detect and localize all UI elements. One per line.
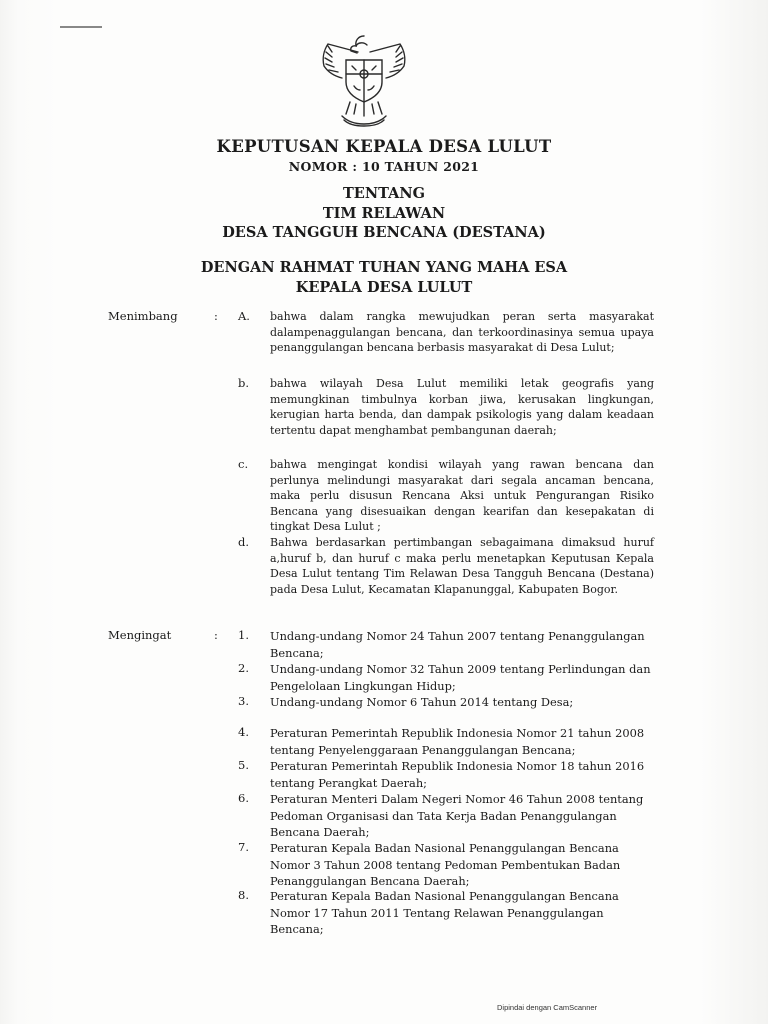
item-marker: c. xyxy=(238,457,249,471)
menimbang-colon: : xyxy=(214,309,218,323)
garuda-emblem-icon xyxy=(314,30,414,132)
camscanner-watermark: Dipindai dengan CamScanner xyxy=(497,1003,598,1012)
item-text: Peraturan Pemerintah Republik Indonesia Nomor 18 tahun 2016 tentang Perangkat Daerah; xyxy=(270,759,645,790)
item-marker: 4. xyxy=(238,725,249,739)
item-marker: d. xyxy=(238,535,250,549)
menimbang-label: Menimbang xyxy=(108,309,178,323)
decree-subject xyxy=(0,184,768,243)
mengingat-colon: : xyxy=(214,628,218,642)
tentang-label: TENTANG xyxy=(343,185,425,202)
item-marker: 7. xyxy=(238,840,249,854)
item-marker: 1. xyxy=(238,628,249,642)
kepala-line: KEPALA DESA LULUT xyxy=(295,278,473,296)
item-marker: 8. xyxy=(238,888,249,902)
item-text: bahwa wilayah Desa Lulut memiliki letak geografis yang memungkinan timbulnya korban jiwa, kerusakan lingkungan, kerugian harta benda, dan dampak psikologis yang dalam keadaan tertentu dapat menghambat pembangunan daerah; xyxy=(270,377,654,437)
item-text: bahwa dalam rangka mewujudkan peran serta masyarakat dalampenaggulangan bencana, dan terkoordinasinya semua upaya penanggulangan bencana berbasis masyarakat di Desa Lulut; xyxy=(270,310,654,355)
item-marker: A. xyxy=(238,309,250,323)
decree-heading xyxy=(0,137,768,177)
item-marker: b. xyxy=(238,376,250,390)
subject-line-1: TIM RELAWAN xyxy=(322,204,446,222)
decree-title: KEPUTUSAN KEPALA DESA LULUT xyxy=(216,137,552,156)
item-text: Undang-undang Nomor 24 Tahun 2007 tentang Penanggulangan Bencana; xyxy=(270,629,645,660)
item-marker: 5. xyxy=(238,758,249,772)
rahmat-line: DENGAN RAHMAT TUHAN YANG MAHA ESA xyxy=(200,259,568,276)
item-text: Undang-undang Nomor 6 Tahun 2014 tentang Desa; xyxy=(270,695,574,709)
item-text: Undang-undang Nomor 32 Tahun 2009 tentang Perlindungan dan Pengelolaan Lingkungan Hidup; xyxy=(270,662,651,693)
decree-number: NOMOR : 10 TAHUN 2021 xyxy=(288,159,480,174)
item-text: bahwa mengingat kondisi wilayah yang rawan bencana dan perlunya melindungi masyarakat dari segala ancaman bencana, maka perlu disusun Rencana Aksi untuk Pengurangan Risiko Bencana yang disesuaikan dengan kearifan dan kesepakatan di tingkat Desa Lulut ; xyxy=(270,458,654,534)
scan-artifact-line xyxy=(60,26,102,28)
item-text: Peraturan Kepala Badan Nasional Penanggulangan Bencana Nomor 17 Tahun 2011 Tentang Relawan Penanggulangan Bencana; xyxy=(270,889,619,936)
subject-line-2: DESA TANGGUH BENCANA (DESTANA) xyxy=(222,224,546,241)
item-text: Peraturan Menteri Dalam Negeri Nomor 46 Tahun 2008 tentang Pedoman Organisasi dan Tata Kerja Badan Penanggulangan Bencana Daerah; xyxy=(270,792,644,839)
item-marker: 2. xyxy=(238,661,249,675)
item-text: Peraturan Kepala Badan Nasional Penanggulangan Bencana Nomor 3 Tahun 2008 tentang Pedoman Pembentukan Badan Penanggulangan Bencana Daerah; xyxy=(270,841,621,888)
preamble-heading xyxy=(0,258,768,297)
item-text: Bahwa berdasarkan pertimbangan sebagaimana dimaksud huruf a,huruf b, dan huruf c maka perlu menetapkan Keputusan Kepala Desa Lulut tentang Tim Relawan Desa Tangguh Bencana (Destana) pada Desa Lulut, Kecamatan Klapanunggal, Kabupaten Bogor. xyxy=(270,536,654,596)
item-text: Peraturan Pemerintah Republik Indonesia Nomor 21 tahun 2008 tentang Penyelenggaraan Penanggulangan Bencana; xyxy=(270,726,645,757)
item-marker: 3. xyxy=(238,694,249,708)
mengingat-label: Mengingat xyxy=(108,628,172,642)
item-marker: 6. xyxy=(238,791,249,805)
